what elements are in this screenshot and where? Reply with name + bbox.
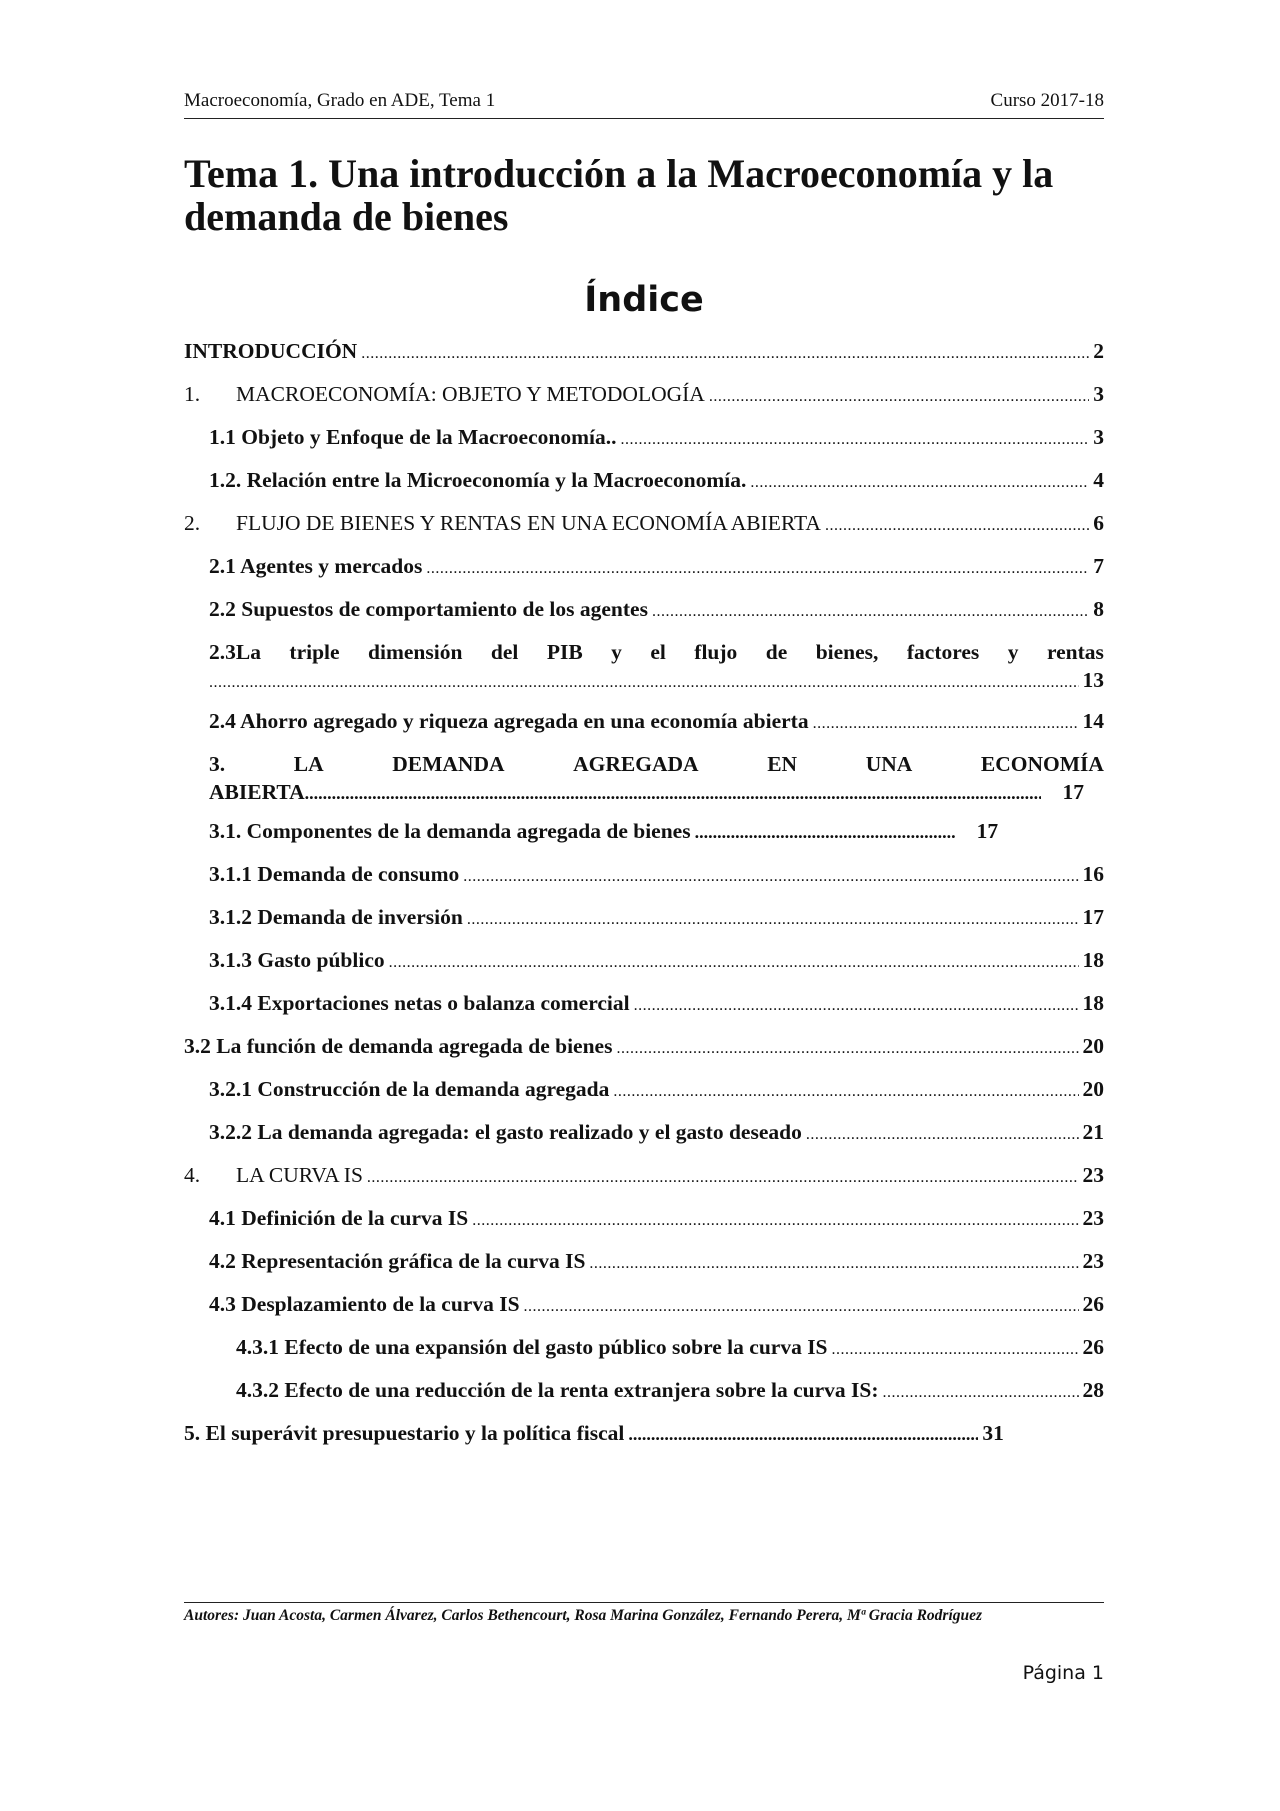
dot-leader xyxy=(628,1420,978,1448)
label-word: de xyxy=(765,640,788,664)
label-word: AGREGADA xyxy=(573,752,699,776)
toc-entry-1-2[interactable] xyxy=(184,466,1104,509)
toc-page-number: 13 xyxy=(1082,668,1104,692)
toc-entry-3-1-2[interactable] xyxy=(184,903,1104,946)
running-header xyxy=(184,90,1104,119)
toc-entry-4-3[interactable] xyxy=(184,1290,1104,1333)
toc-entry-4-1[interactable] xyxy=(184,1204,1104,1247)
label-word: triple xyxy=(289,640,340,664)
toc-entry-2-2[interactable] xyxy=(184,595,1104,638)
toc-page-number: 3 xyxy=(1093,382,1104,406)
toc-entry-label xyxy=(184,380,705,408)
toc-page-number: 16 xyxy=(1082,862,1104,886)
toc-page-number: 3 xyxy=(1093,425,1104,449)
toc-entry-continuation xyxy=(209,666,1104,697)
toc-page-number: 23 xyxy=(1082,1249,1104,1273)
dot-leader xyxy=(472,1207,1078,1235)
dot-leader xyxy=(652,598,1089,626)
toc-entry-label: 4.2 Representación gráfica de la curva IS xyxy=(209,1249,586,1273)
toc-page-number: 17 xyxy=(976,819,999,843)
document-title xyxy=(184,152,1104,238)
toc-entry-1-1[interactable] xyxy=(184,423,1104,466)
toc-entry-section-1[interactable] xyxy=(184,380,1104,423)
toc-entry-label: 2.4 Ahorro agregado y riqueza agregada en una economía abierta xyxy=(209,709,809,733)
label-word: y xyxy=(1007,640,1019,664)
dot-leader xyxy=(634,992,1079,1020)
dot-leader xyxy=(709,383,1089,411)
toc-entry-label: 3.2.2 La demanda agregada: el gasto realizado y el gasto deseado xyxy=(209,1120,802,1144)
toc-entry-3-1-3[interactable] xyxy=(184,946,1104,989)
toc-page-number: 4 xyxy=(1093,468,1104,492)
section-number: 1. xyxy=(184,382,201,406)
dot-leader xyxy=(750,469,1089,497)
index-heading: Índice xyxy=(584,280,704,320)
title-line-2: demanda de bienes xyxy=(184,194,509,239)
toc-entry-introduccion[interactable] xyxy=(184,337,1104,380)
toc-page-number: 17 xyxy=(1082,905,1104,929)
dot-leader xyxy=(463,863,1078,891)
toc-entry-3-2-2[interactable] xyxy=(184,1118,1104,1161)
toc-entry-section-2[interactable] xyxy=(184,509,1104,552)
toc-entry-section-4[interactable] xyxy=(184,1161,1104,1204)
label-word: y xyxy=(611,640,622,664)
dot-leader xyxy=(825,512,1089,540)
toc-entry-section-3[interactable] xyxy=(184,750,1104,807)
toc-page-number: 21 xyxy=(1082,1120,1104,1144)
label-word: el xyxy=(650,640,666,664)
label-word: bienes, xyxy=(815,640,879,664)
label-word: UNA xyxy=(865,752,913,776)
toc-entry-label: 3.1.4 Exportaciones netas o balanza comercial xyxy=(209,991,630,1015)
label-word: dimensión xyxy=(368,640,463,664)
dot-leader xyxy=(616,1035,1078,1063)
label-word: EN xyxy=(767,752,798,776)
toc-page-number: 14 xyxy=(1082,709,1104,733)
toc-page-number: 31 xyxy=(982,1421,1004,1445)
toc-entry-3-1-4[interactable] xyxy=(184,989,1104,1032)
label-word: ABIERTA xyxy=(209,780,305,804)
toc-entry-label: 4.3.1 Efecto de una expansión del gasto público sobre la curva IS xyxy=(236,1335,828,1359)
toc-page-number: 23 xyxy=(1082,1206,1104,1230)
toc-page-number: 18 xyxy=(1082,948,1104,972)
dot-leader xyxy=(813,710,1079,738)
toc-page-number: 18 xyxy=(1082,991,1104,1015)
label-word: flujo xyxy=(694,640,738,664)
page-number-footer: Página 1 xyxy=(1022,1662,1104,1684)
toc-entry-4-3-1[interactable] xyxy=(184,1333,1104,1376)
toc-entry-label xyxy=(184,509,821,537)
dot-leader xyxy=(361,340,1089,368)
toc-entry-label: 4.1 Definición de la curva IS xyxy=(209,1206,469,1230)
toc-entry-label: 1.2. Relación entre la Microeconomía y la Macroeconomía. xyxy=(209,468,747,492)
toc-entry-4-3-2[interactable] xyxy=(184,1376,1104,1419)
dot-leader xyxy=(613,1078,1078,1106)
toc-entry-label: 4.3 Desplazamiento de la curva IS xyxy=(209,1292,520,1316)
toc-entry-2-3[interactable] xyxy=(184,638,1104,697)
section-title: FLUJO DE BIENES Y RENTAS EN UNA ECONOMÍA ABIERTA xyxy=(236,511,821,535)
dot-leader xyxy=(389,949,1079,977)
dot-leader xyxy=(883,1379,1079,1407)
toc-entry-4-2[interactable] xyxy=(184,1247,1104,1290)
toc-entry-label xyxy=(209,638,1104,666)
toc-entry-label: 3.1.1 Demanda de consumo xyxy=(209,862,460,886)
toc-entry-section-5[interactable] xyxy=(184,1419,1104,1462)
dot-leader xyxy=(524,1293,1079,1321)
header-course-title: Macroeconomía, Grado en ADE, Tema 1 xyxy=(184,90,496,111)
toc-entry-label: 1.1 Objeto y Enfoque de la Macroeconomía.. xyxy=(209,425,617,449)
dot-leader xyxy=(467,906,1079,934)
toc-page-number: 26 xyxy=(1082,1292,1104,1316)
toc-page-number: 26 xyxy=(1082,1335,1104,1359)
toc-page-number: 17 xyxy=(1062,780,1084,804)
dot-leader xyxy=(209,669,1079,697)
toc-page-number: 2 xyxy=(1093,339,1104,363)
dot-leader xyxy=(832,1336,1079,1364)
toc-entry-label: 3.1.3 Gasto público xyxy=(209,948,385,972)
toc-page-number: 28 xyxy=(1082,1378,1104,1402)
toc-entry-label: INTRODUCCIÓN xyxy=(184,339,358,363)
section-title: MACROECONOMÍA: OBJETO Y METODOLOGÍA xyxy=(236,382,705,406)
dot-leader xyxy=(305,779,1041,807)
toc-entry-label: 3.1. Componentes de la demanda agregada de bienes xyxy=(209,819,691,843)
title-line-1: Tema 1. Una introducción a la Macroeconomía y la xyxy=(184,151,1054,196)
section-number: 4. xyxy=(184,1163,201,1187)
toc-entry-label: 3.2.1 Construcción de la demanda agregada xyxy=(209,1077,610,1101)
dot-leader xyxy=(620,426,1089,454)
table-of-contents xyxy=(184,337,1104,1462)
label-word: LA xyxy=(293,752,324,776)
toc-page-number: 6 xyxy=(1093,511,1104,535)
label-word: factores xyxy=(906,640,980,664)
toc-entry-label: 2.2 Supuestos de comportamiento de los agentes xyxy=(209,597,648,621)
dot-leader xyxy=(695,818,955,846)
dot-leader xyxy=(426,555,1089,583)
toc-entry-label: 5. El superávit presupuestario y la política fiscal xyxy=(184,1421,625,1445)
section-title: LA CURVA IS xyxy=(236,1163,363,1187)
label-word: ECONOMÍA xyxy=(980,752,1104,776)
toc-page-number: 20 xyxy=(1082,1034,1104,1058)
dot-leader xyxy=(806,1121,1079,1149)
toc-entry-3-2-1[interactable] xyxy=(184,1075,1104,1118)
toc-entry-2-4[interactable] xyxy=(184,707,1104,750)
label-word: DEMANDA xyxy=(392,752,505,776)
toc-entry-continuation xyxy=(209,778,1104,807)
toc-entry-label: 4.3.2 Efecto de una reducción de la renta extranjera sobre la curva IS: xyxy=(236,1378,879,1402)
toc-entry-3-1[interactable] xyxy=(184,817,1104,860)
label-word: del xyxy=(490,640,519,664)
dot-leader xyxy=(367,1164,1079,1192)
dot-leader xyxy=(589,1250,1078,1278)
toc-page-number: 20 xyxy=(1082,1077,1104,1101)
label-word: rentas xyxy=(1046,640,1104,664)
section-number: 2. xyxy=(184,511,201,535)
toc-entry-3-2[interactable] xyxy=(184,1032,1104,1075)
toc-entry-label: 3.2 La función de demanda agregada de bienes xyxy=(184,1034,613,1058)
toc-page-number: 23 xyxy=(1082,1163,1104,1187)
label-word: 3. xyxy=(209,752,226,776)
authors-footnote: Autores: Juan Acosta, Carmen Álvarez, Carlos Bethencourt, Rosa Marina González, Fernando Perera, Mª Gracia Rodríguez xyxy=(184,1602,1104,1625)
toc-entry-3-1-1[interactable] xyxy=(184,860,1104,903)
header-academic-year: Curso 2017-18 xyxy=(990,90,1104,111)
label-word: PIB xyxy=(546,640,583,664)
toc-entry-label xyxy=(209,750,1104,778)
toc-entry-2-1[interactable] xyxy=(184,552,1104,595)
label-word: 2.3La xyxy=(209,640,261,664)
toc-page-number: 8 xyxy=(1093,597,1104,621)
toc-entry-label xyxy=(184,1161,363,1189)
toc-entry-label: 3.1.2 Demanda de inversión xyxy=(209,905,463,929)
toc-page-number: 7 xyxy=(1093,554,1104,578)
toc-entry-label: 2.1 Agentes y mercados xyxy=(209,554,423,578)
